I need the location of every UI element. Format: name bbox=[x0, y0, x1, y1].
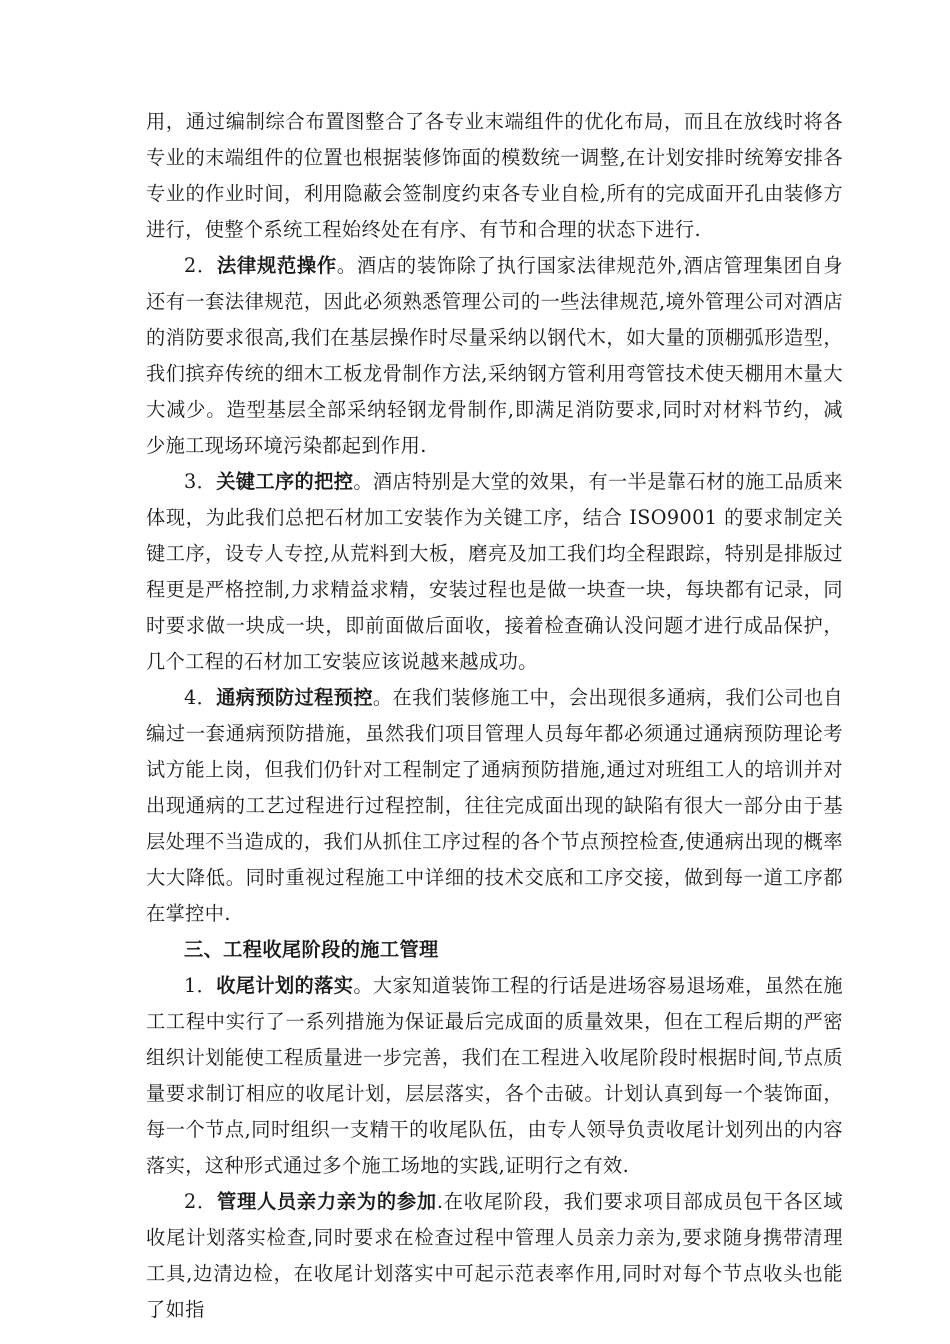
item-title: 通病预防过程预控 bbox=[216, 686, 373, 709]
item-title: 收尾计划的落实 bbox=[216, 974, 354, 997]
item-number: 3． bbox=[184, 470, 217, 493]
paragraph-text: 。在我们装修施工中，会出现很多通病，我们公司也自编过一套通病预防措施，虽然我们项目管理人员每年都必须通过通病预防理论考试方能上岗，但我们仍针对工程制定了通病预防措施,通过对班组工人的培训并对出现通病的工艺过程进行过程控制，往往完成面出现的缺陷有很大一部分由于基层处理不当造成的，我们从抓住工序过程的各个节点预控检查,使通病出现的概率大大降低。同时重视过程施工中详细的技术交底和工序交接，做到每一道工序都在掌控中. bbox=[146, 686, 844, 925]
paragraph-legal-compliance bbox=[146, 248, 843, 464]
paragraph-defect-prevention bbox=[146, 680, 843, 932]
section-heading: 三、工程收尾阶段的施工管理 bbox=[184, 938, 439, 961]
paragraph-closing-plan bbox=[146, 968, 843, 1184]
paragraph-manager-participation bbox=[146, 1184, 843, 1328]
document-body bbox=[146, 104, 843, 1328]
item-number: 4． bbox=[184, 686, 217, 709]
item-number: 1． bbox=[184, 974, 217, 997]
paragraph-continued bbox=[146, 104, 843, 248]
item-title: 法律规范操作 bbox=[217, 254, 337, 277]
item-number: 2． bbox=[184, 1190, 217, 1213]
item-number: 2． bbox=[184, 254, 217, 277]
item-title: 管理人员亲力亲为的参加 bbox=[217, 1190, 437, 1213]
paragraph-text: 。酒店特别是大堂的效果，有一半是靠石材的施工品质来体现，为此我们总把石材加工安装作为关键工序，结合 ISO9001 的要求制定关键工序，设专人专控,从荒料到大板，磨亮及加工我们均全程跟踪，特别是排版过程更是严格控制,力求精益求精，安装过程也是做一块查一块，每块都有记录，同时要求做一块成一块，即前面做后面收，接着检查确认没问题才进行成品保护，几个工程的石材加工安装应该说越来越成功。 bbox=[146, 470, 844, 673]
paragraph-text: 用，通过编制综合布置图整合了各专业末端组件的优化布局，而且在放线时将各专业的末端组件的位置也根据装修饰面的模数统一调整,在计划安排时统筹安排各专业的作业时间，利用隐蔽会签制度约束各专业自检,所有的完成面开孔由装修方进行，使整个系统工程始终处在有序、有节和合理的状态下进行. bbox=[146, 110, 843, 241]
paragraph-text: .在收尾阶段，我们要求项目部成员包干各区域收尾计划落实检查,同时要求在检查过程中管理人员亲力亲为,要求随身携带清理工具,边清边检，在收尾计划落实中可起示范表率作用,同时对每个节点收头也能了如指 bbox=[146, 1190, 844, 1321]
item-title: 关键工序的把控 bbox=[216, 470, 354, 493]
paragraph-key-process bbox=[146, 464, 843, 680]
paragraph-text: 。大家知道装饰工程的行话是进场容易退场难，虽然在施工工程中实行了一系列措施为保证最后完成面的质量效果，但在工程后期的严密组织计划能使工程质量进一步完善，我们在工程进入收尾阶段时根据时间,节点质量要求制订相应的收尾计划，层层落实，各个击破。计划认真到每一个装饰面，每一个节点,同时组织一支精干的收尾队伍，由专人领导负责收尾计划列出的内容落实，这种形式通过多个施工场地的实践,证明行之有效. bbox=[146, 974, 844, 1177]
paragraph-text: 。酒店的装饰除了执行国家法律规范外,酒店管理集团自身还有一套法律规范，因此必须熟悉管理公司的一些法律规范,境外管理公司对酒店的消防要求很高,我们在基层操作时尽量采纳以钢代木，如大量的顶棚弧形造型，我们摈弃传统的细木工板龙骨制作方法,采纳钢方管利用弯管技术使天棚用木量大大减少。造型基层全部采纳轻钢龙骨制作,即满足消防要求,同时对材料节约，减少施工现场环境污染都起到作用. bbox=[146, 254, 843, 457]
